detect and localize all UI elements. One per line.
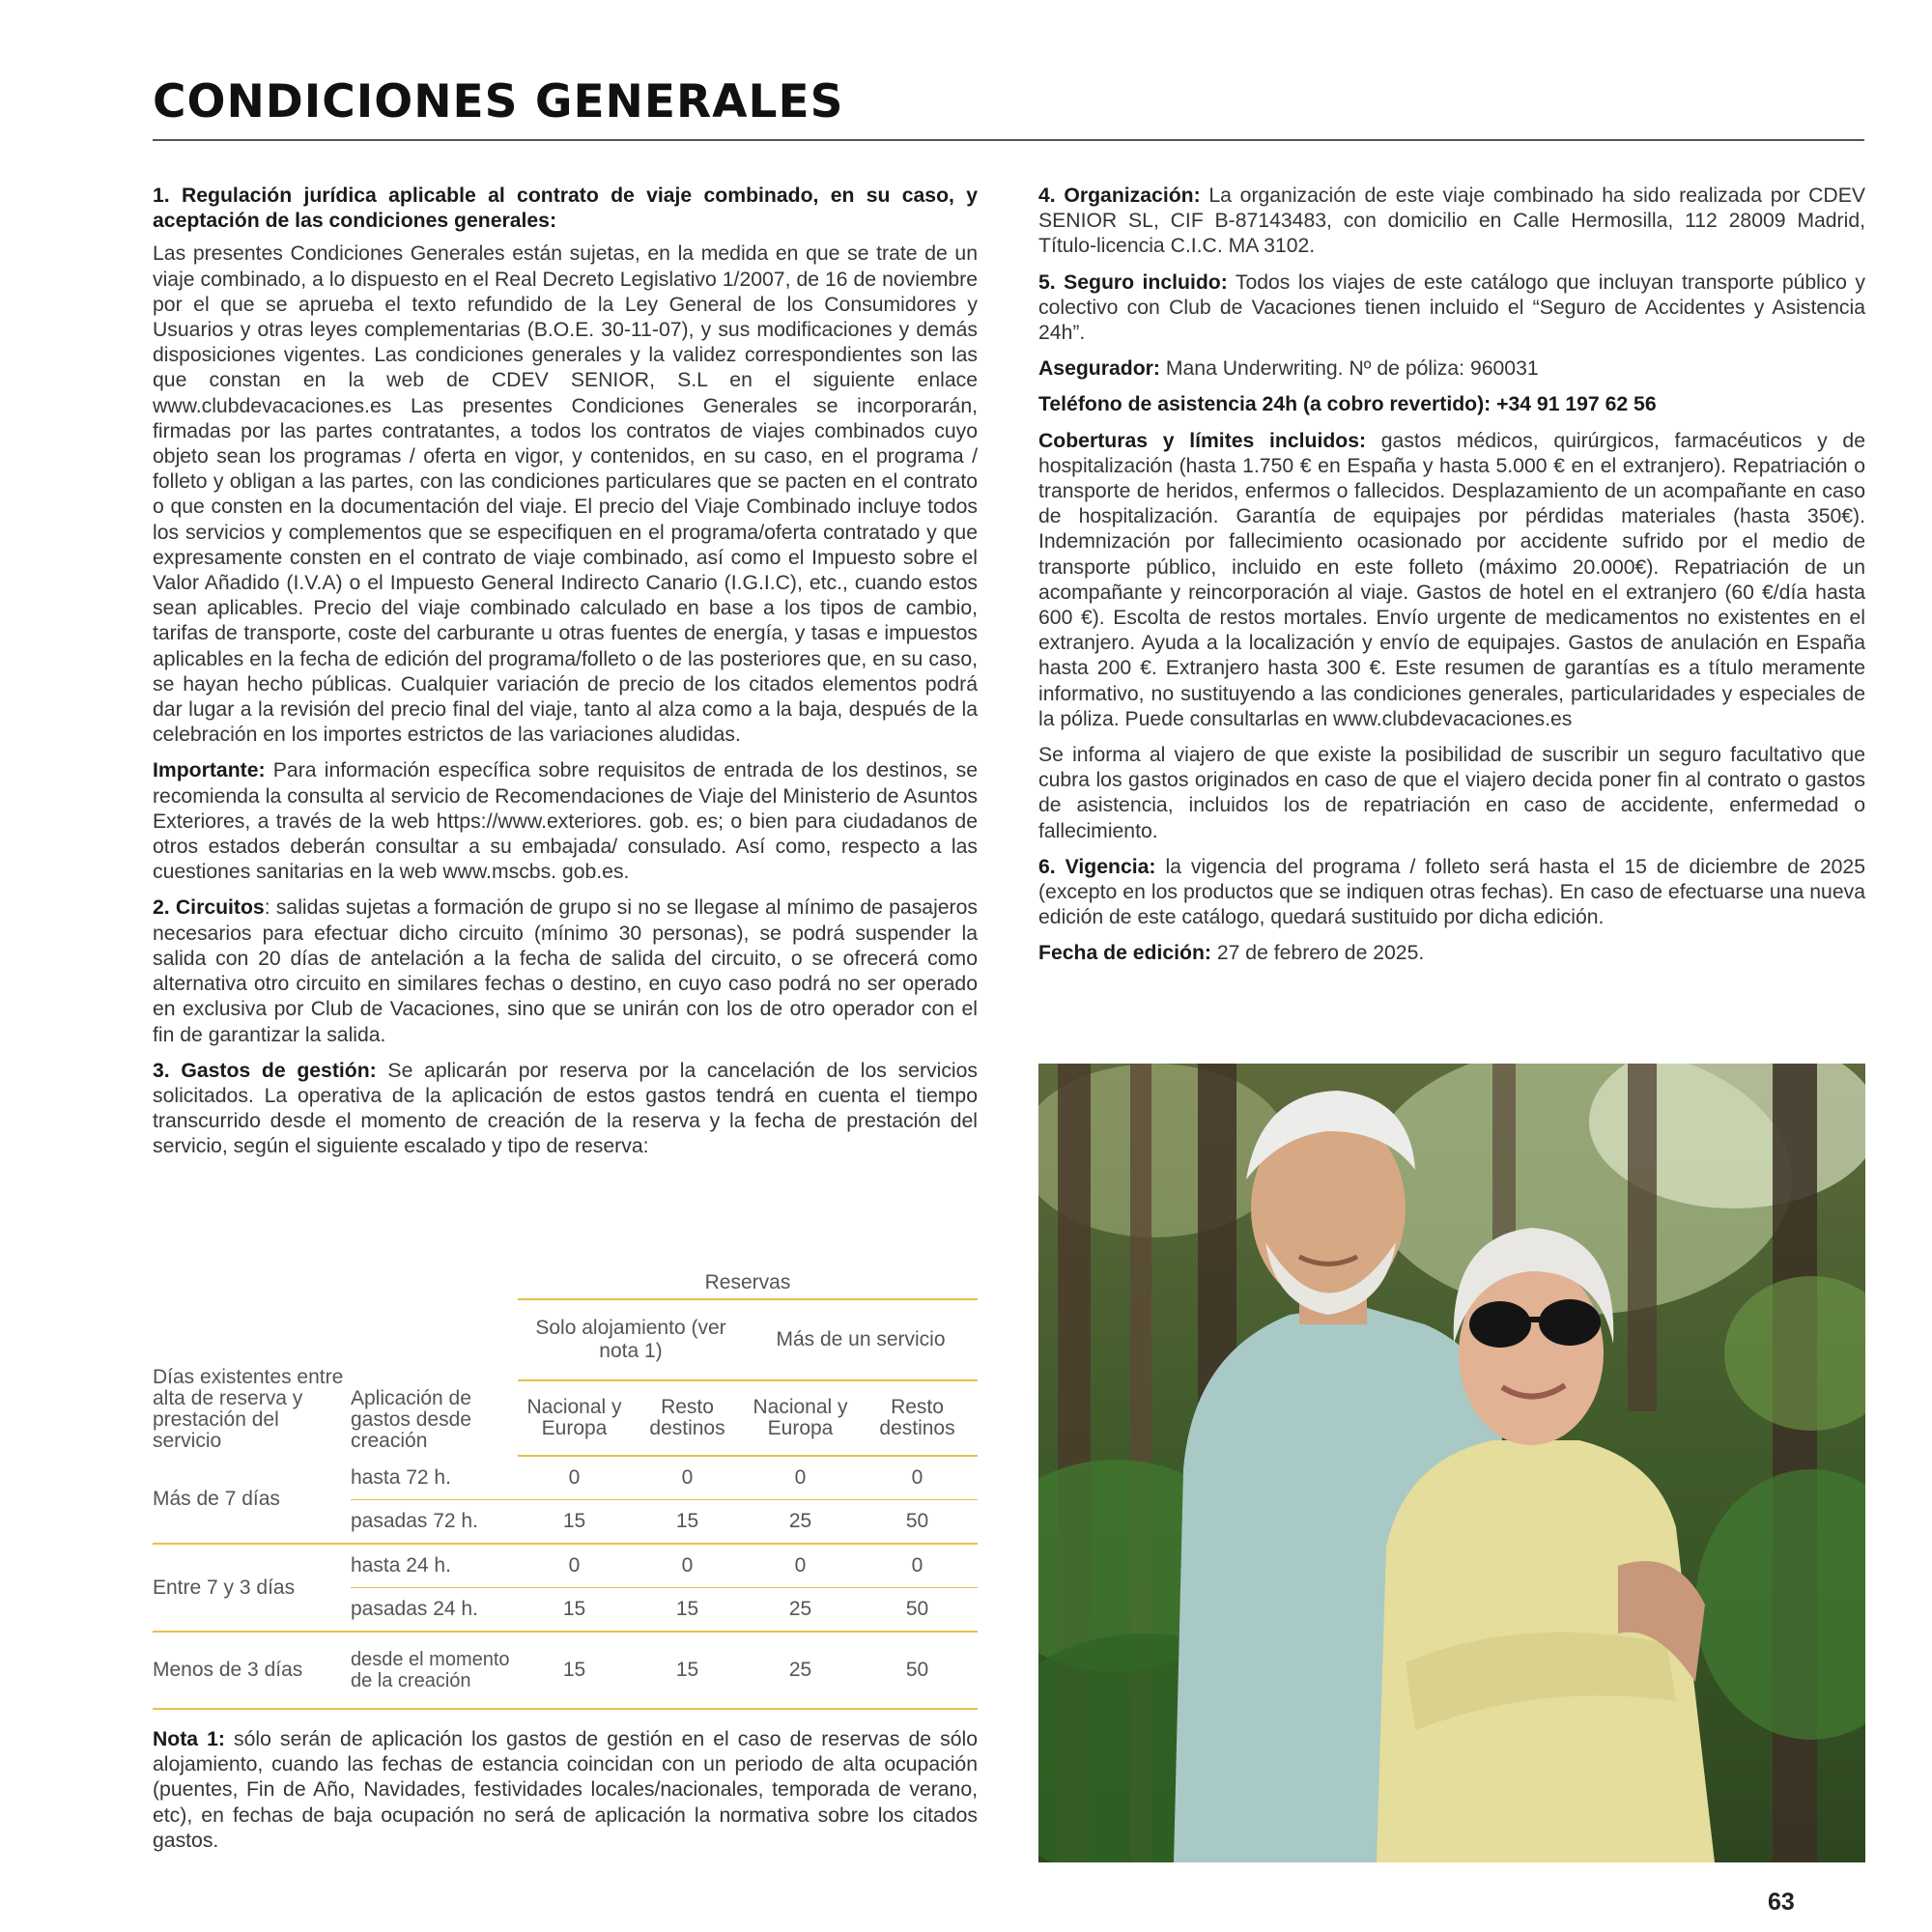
section-3-paragraph — [153, 1059, 978, 1160]
row-aplicacion: hasta 24 h. — [351, 1544, 518, 1588]
fecha-edicion-label: Fecha de edición: — [1038, 942, 1211, 965]
section-4-text: La organización de este viaje combinado ha sido realizada por CDEV SENIOR SL, CIF B-87143483, con domicilio en Calle Hermosilla, 112 28009 Madrid, Título-licencia C.I.C. MA 3102. — [1038, 185, 1865, 258]
sub-header-nacional-y-europa: Nacional y Europa — [744, 1380, 857, 1456]
fecha-edicion-paragraph — [1038, 941, 1865, 966]
section-4-label: 4. Organización: — [1038, 185, 1201, 207]
section-6-text: la vigencia del programa / folleto será hasta el 15 de diciembre de 2025 (excepto en los productos que se indiquen otras fechas). En caso de efectuarse una nueva edición de este catálogo, quedará sustituido por dicha edición. — [1038, 855, 1865, 929]
cell-value: 0 — [518, 1544, 631, 1588]
cell-value: 0 — [744, 1456, 857, 1500]
cell-value: 15 — [518, 1632, 631, 1709]
section-2-label: 2. Circuitos — [153, 896, 265, 920]
cell-value: 0 — [744, 1544, 857, 1588]
cell-value: 50 — [857, 1632, 978, 1709]
nota-1 — [153, 1727, 978, 1854]
page-title: CONDICIONES GENERALES — [153, 75, 844, 128]
telefono-asistencia: Teléfono de asistencia 24h (a cobro revertido): +34 91 197 62 56 — [1038, 393, 1657, 416]
sub-header-nacional-europa: Nacional y Europa — [518, 1380, 631, 1456]
cell-value: 15 — [631, 1500, 744, 1545]
section-5-paragraph — [1038, 270, 1865, 347]
row-aplicacion: pasadas 72 h. — [351, 1500, 518, 1545]
section-6-paragraph — [1038, 855, 1865, 931]
left-column — [153, 184, 978, 1171]
table-row — [153, 1544, 978, 1588]
coberturas-label: Coberturas y límites incluidos: — [1038, 429, 1367, 452]
cell-value: 0 — [518, 1456, 631, 1500]
fees-table-wrapper — [153, 1267, 978, 1710]
cell-value: 0 — [857, 1456, 978, 1500]
cell-value: 15 — [631, 1632, 744, 1709]
table-row — [153, 1456, 978, 1500]
importante-label: Importante: — [153, 759, 266, 782]
section-2-paragraph — [153, 895, 978, 1047]
telefono-paragraph — [1038, 392, 1865, 417]
reservas-header: Reservas — [518, 1267, 978, 1299]
section-2-text: : salidas sujetas a formación de grupo si no se llegase al mínimo de pasajeros necesarios para efectuar dicho circuito (mínimo 30 personas), se podrá suspender la salida con 20 días de antelación a la fecha de salida del circuito, o se ofrecerá como alternativa otro circuito en similares fechas o destino, en cuyo caso podrá no ser operado en exclusiva por Club de Vacaciones, sino que se unirán con los de otro operador con el fin de garantizar la salida. — [153, 896, 978, 1046]
cell-value: 15 — [518, 1588, 631, 1633]
asegurador-paragraph — [1038, 356, 1865, 382]
cell-value: 0 — [631, 1456, 744, 1500]
cell-value: 25 — [744, 1588, 857, 1633]
cell-value: 50 — [857, 1500, 978, 1545]
page-number: 63 — [1768, 1889, 1795, 1916]
section-6-label: 6. Vigencia: — [1038, 855, 1156, 878]
row-aplicacion: hasta 72 h. — [351, 1456, 518, 1500]
cell-value: 15 — [631, 1588, 744, 1633]
row-dias: Más de 7 días — [153, 1456, 351, 1544]
table-row — [153, 1632, 978, 1709]
cell-value: 25 — [744, 1500, 857, 1545]
cell-value: 0 — [631, 1544, 744, 1588]
mas-servicio-header: Más de un servicio — [744, 1299, 978, 1380]
info-seguro-paragraph: Se informa al viajero de que existe la posibilidad de suscribir un seguro facultativo que cubra los gastos originados en caso de que el viajero decida poner fin al contrato o gastos de asistencia, incluidos los de repatriación en caso de accidente, enfermedad o fallecimiento. — [1038, 744, 1865, 842]
section-3-label: 3. Gastos de gestión: — [153, 1059, 377, 1082]
dias-column-header: Días existentes entre alta de reserva y prestación del servicio — [153, 1366, 344, 1452]
nota-1-text: sólo serán de aplicación los gastos de gestión en el caso de reservas de sólo alojamiento, cuando las fechas de estancia coincidan con un periodo de alta ocupación (puentes, Fin de Año, Navidades, festividades locales/nacionales, temporada de verano, etc), en fechas de baja ocupación no será de aplicación la normativa sobre los citados gastos. — [153, 1728, 978, 1852]
nota-1-label: Nota 1: — [153, 1728, 225, 1750]
section-3-text: Se aplicarán por reserva por la cancelación de los servicios solicitados. La operativa de la aplicación de estos gastos tendrá en cuenta el tiempo transcurrido desde el momento de creación de la reserva y la fecha de prestación del servicio, según el siguiente escalado y tipo de reserva: — [153, 1059, 979, 1158]
solo-alojamiento-header: Solo alojamiento (ver nota 1) — [518, 1299, 744, 1380]
row-dias: Menos de 3 días — [153, 1632, 351, 1709]
aplicacion-column-header: Aplicación de gastos desde creación — [351, 1387, 471, 1452]
sub-header-resto-2: Resto destinos — [857, 1380, 978, 1456]
importante-text: Para información específica sobre requisitos de entrada de los destinos, se recomienda la consulta al servicio de Recomendaciones de Viaje del Ministerio de Asuntos Exteriores, a través de la web https://www.exteriores. gob. es; o bien para ciudadanos de otros estados deberán consultar a su embajada/ consulado. Así como, respecto a las cuestiones sanitarias en la web www.mscbs. gob.es. — [153, 759, 978, 884]
section-1-body: Las presentes Condiciones Generales están sujetas, en la medida en que se trate de un viaje combinado, a lo dispuesto en el Real Decreto Legislativo 1/2007, de 16 de noviembre por el que se aprueba el texto refundido de la Ley General de los Consumidores y Usuarios y otras leyes complementarias (B.O.E. 30-11-07), y sus modificaciones y demás disposiciones vigentes. Las condiciones generales y la validez correspondientes son las que constan en la web de CDEV SENIOR, S.L en el siguiente enlace www.clubdevacaciones.es Las presentes Condiciones Generales se incorporarán, firmadas por las partes contratantes, a todos los contratos de viajes combinados cuyo objeto sean los programas / oferta en vigor, y contenidos, en su caso, en el programa / folleto y obligan a las partes, con las condiciones particulares que se pacten en el contrato o que consten en la documentación del viaje. El precio del Viaje Combinado incluye todos los servicios y complementos que se especifiquen en el programa/oferta contratado y que expresamente consten en el contrato de viaje combinado, así como el Impuesto sobre el Valor Añadido (I.V.A) o el Impuesto General Indirecto Canario (I.G.I.C), etc., cuando estos sean aplicables. Precio del viaje combinado calculado en base a los tipos de cambio, tarifas de transporte, coste del carburante u otras fuentes de energía, y tasas e impuestos aplicables en la fecha de edición del programa/folleto o de las posteriores que, en su caso, se hayan hecho públicas. Cualquier variación de precio de los citados elementos podrá dar lugar a la revisión del precio final del viaje, tanto al alza como a la baja, después de la celebración en los importes estrictos de las variaciones aludidas. — [153, 242, 978, 747]
section-4-paragraph — [1038, 184, 1865, 260]
cell-value: 15 — [518, 1500, 631, 1545]
section-5-label: 5. Seguro incluido: — [1038, 270, 1228, 294]
right-column — [1038, 184, 1865, 978]
cell-value: 0 — [857, 1544, 978, 1588]
coberturas-paragraph — [1038, 429, 1865, 732]
fecha-edicion-text: 27 de febrero de 2025. — [1210, 942, 1425, 965]
senior-couple-photo — [1038, 1064, 1865, 1862]
fees-table — [153, 1267, 978, 1710]
asegurador-label: Asegurador: — [1038, 357, 1160, 381]
cell-value: 25 — [744, 1632, 857, 1709]
title-divider — [153, 139, 1864, 141]
sub-header-resto: Resto destinos — [631, 1380, 744, 1456]
row-dias: Entre 7 y 3 días — [153, 1544, 351, 1632]
cell-value: 50 — [857, 1588, 978, 1633]
asegurador-text: Mana Underwriting. Nº de póliza: 960031 — [1159, 357, 1539, 381]
coberturas-text: gastos médicos, quirúrgicos, farmacéuticos y de hospitalización (hasta 1.750 € en España y hasta 5.000 € en el extranjero). Repatriación o transporte de heridos, enfermos o fallecidos. Desplazamiento de un acompañante en caso de hospitalización. Garantía de equipajes por pérdidas materiales (hasta 350€). Indemnización por fallecimiento ocasionado por accidente sufrido por el medio de transporte público, incluido en este folleto (máximo 20.000€). Repatriación de un acompañante y reincorporación al viaje. Gastos de hotel en el extranjero (60 €/día hasta 600 €). Escolta de restos mortales. Envío urgente de medicamentos no existentes en el extranjero. Ayuda a la localización y envío de equipajes. Gastos de anulación en España hasta 200 €. Extranjero hasta 300 €. Este resumen de garantías es a título meramente informativo, no sustituyendo a las condiciones generales, particularidades y especiales de la póliza. Puede consultarlas en www.clubdevacaciones.es — [1038, 429, 1865, 730]
row-aplicacion: pasadas 24 h. — [351, 1588, 518, 1633]
section-1-heading: 1. Regulación jurídica aplicable al contrato de viaje combinado, en su caso, y aceptación de las condiciones generales: — [153, 185, 978, 233]
importante-paragraph — [153, 758, 978, 885]
row-aplicacion: desde el momento de la creación — [351, 1632, 518, 1709]
section-5-text: Todos los viajes de este catálogo que incluyan transporte público y colectivo con Club de Vacaciones tienen incluido el “Seguro de Accidentes y Asistencia 24h”. — [1038, 270, 1865, 345]
